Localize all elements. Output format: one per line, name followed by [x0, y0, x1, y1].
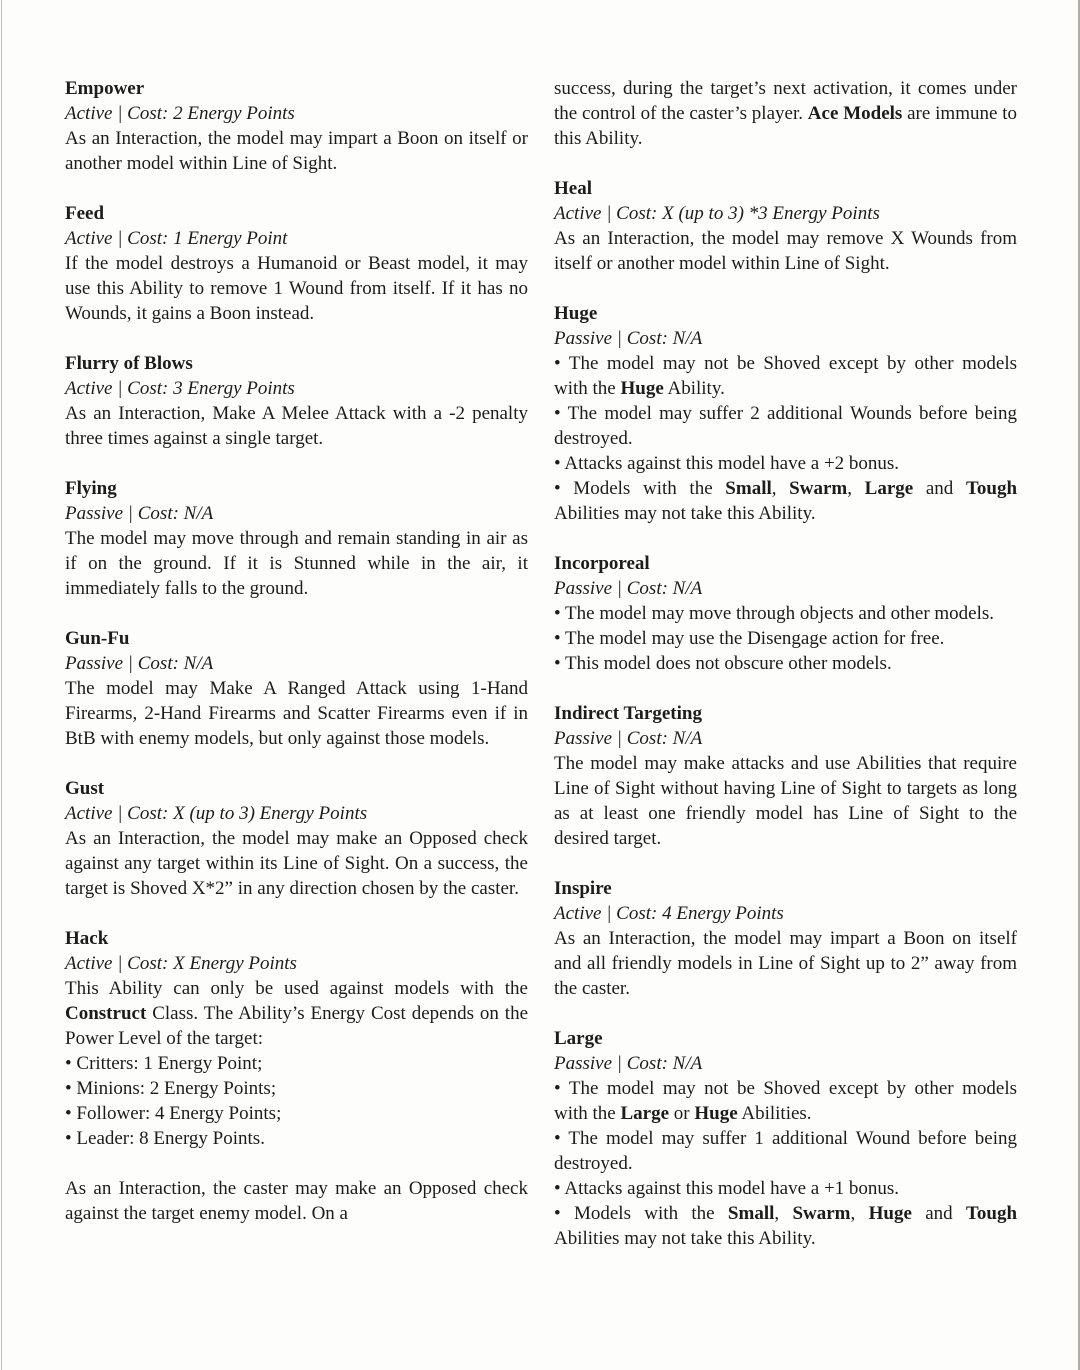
ability-title: Heal	[554, 178, 592, 199]
bold-term: Huge	[694, 1103, 738, 1124]
body-paragraph: The model may make attacks and use Abilities that require Line of Sight without having Line of Sight to targets as long as at least one friendly model has Line of Sight to the desired target.	[554, 753, 1017, 849]
bullet-item: • The model may use the Disengage action for free.	[554, 628, 945, 649]
ability-title: Empower	[65, 78, 145, 99]
body-paragraph: If the model destroys a Humanoid or Beast model, it may use this Ability to remove 1 Wound from itself. If it has no Wounds, it gains a Boon instead.	[65, 253, 528, 324]
ability-title: Flurry of Blows	[65, 353, 193, 374]
ability-flying	[65, 476, 528, 601]
bold-term: Construct	[65, 1003, 147, 1024]
ability-feed	[65, 201, 528, 326]
ability-title: Large	[554, 1028, 603, 1049]
ability-cost-line: Active | Cost: X Energy Points	[65, 953, 297, 974]
ability-heal	[554, 176, 1017, 276]
ability-title: Inspire	[554, 878, 612, 899]
ability-indirect-targeting	[554, 701, 1017, 851]
body-paragraph: As an Interaction, the model may impart a Boon on itself or another model within Line of Sight.	[65, 128, 528, 174]
bullet-item: • Critters: 1 Energy Point;	[65, 1053, 263, 1074]
ability-cost-line: Active | Cost: X (up to 3) Energy Points	[65, 803, 368, 824]
ability-cost-line: Active | Cost: 3 Energy Points	[65, 378, 295, 399]
ability-title: Incorporeal	[554, 553, 650, 574]
bullet-item: • Follower: 4 Energy Points;	[65, 1103, 282, 1124]
bold-term: Tough	[965, 478, 1018, 499]
page-left-edge-line	[1, 0, 2, 1370]
left-column	[65, 76, 528, 1276]
ability-cost-line: Passive | Cost: N/A	[554, 578, 703, 599]
bold-term: Swarm	[792, 1203, 851, 1224]
body-paragraph: This Ability can only be used against models with the Construct Class. The Ability’s Energy Cost depends on the Power Level of the target:	[65, 978, 528, 1049]
bold-term: Ace Models	[807, 103, 903, 124]
ability-cost-line: Passive | Cost: N/A	[554, 1053, 703, 1074]
ability-title: Gust	[65, 778, 105, 799]
ability-title: Flying	[65, 478, 117, 499]
ability-cost-line: Active | Cost: 1 Energy Point	[65, 228, 288, 249]
ability-huge	[554, 301, 1017, 526]
continued-paragraph	[554, 76, 1017, 151]
bullet-item: • Models with the Small, Swarm, Large and Tough Abilities may not take this Ability.	[554, 478, 1018, 524]
ability-cost-line: Active | Cost: 2 Energy Points	[65, 103, 295, 124]
ability-cost-line: Passive | Cost: N/A	[554, 728, 703, 749]
bold-term: Large	[864, 478, 914, 499]
body-paragraph: As an Interaction, the caster may make an Opposed check against the target enemy model. On a	[65, 1178, 528, 1224]
ability-hack	[65, 926, 528, 1226]
bold-term: Tough	[965, 1203, 1018, 1224]
bullet-item: • Attacks against this model have a +1 bonus.	[554, 1178, 900, 1199]
body-paragraph: success, during the target’s next activation, it comes under the control of the caster’s player. Ace Models are immune to this Ability.	[554, 78, 1017, 149]
right-column	[554, 76, 1017, 1276]
ability-gust	[65, 776, 528, 901]
bullet-item: • Models with the Small, Swarm, Huge and Tough Abilities may not take this Ability.	[554, 1203, 1018, 1249]
bullet-item: • This model does not obscure other models.	[554, 653, 892, 674]
ability-cost-line: Passive | Cost: N/A	[65, 653, 214, 674]
ability-cost-line: Passive | Cost: N/A	[65, 503, 214, 524]
ability-title: Gun-Fu	[65, 628, 130, 649]
ability-cost-line: Active | Cost: X (up to 3) *3 Energy Points	[554, 203, 880, 224]
ability-empower	[65, 76, 528, 176]
bullet-item: • Leader: 8 Energy Points.	[65, 1128, 265, 1149]
bold-term: Small	[727, 1203, 775, 1224]
bold-term: Small	[725, 478, 772, 499]
ability-gun-fu	[65, 626, 528, 751]
bullet-item: • The model may not be Shoved except by other models with the Large or Huge Abilities.	[554, 1078, 1017, 1124]
body-paragraph: As an Interaction, Make A Melee Attack with a -2 penalty three times against a single target.	[65, 403, 528, 449]
bold-term: Swarm	[789, 478, 848, 499]
ability-incorporeal	[554, 551, 1017, 676]
bullet-item: • The model may suffer 1 additional Wound before being destroyed.	[554, 1128, 1017, 1174]
bullet-item: • Attacks against this model have a +2 bonus.	[554, 453, 900, 474]
bullet-item: • Minions: 2 Energy Points;	[65, 1078, 277, 1099]
ability-title: Hack	[65, 928, 109, 949]
ability-large	[554, 1026, 1017, 1251]
ability-title: Huge	[554, 303, 598, 324]
ability-title: Feed	[65, 203, 105, 224]
bold-term: Huge	[620, 378, 664, 399]
bullet-item: • The model may not be Shoved except by other models with the Huge Ability.	[554, 353, 1017, 399]
ability-cost-line: Passive | Cost: N/A	[554, 328, 703, 349]
body-paragraph: As an Interaction, the model may impart a Boon on itself and all friendly models in Line of Sight up to 2” away from the caster.	[554, 928, 1017, 999]
ability-flurry-of-blows	[65, 351, 528, 451]
body-paragraph: The model may Make A Ranged Attack using 1-Hand Firearms, 2-Hand Firearms and Scatter Firearms even if in BtB with enemy models, but only against those models.	[65, 678, 528, 749]
bullet-item: • The model may suffer 2 additional Wounds before being destroyed.	[554, 403, 1017, 449]
ability-title: Indirect Targeting	[554, 703, 702, 724]
bold-term: Huge	[868, 1203, 912, 1224]
body-paragraph: As an Interaction, the model may remove X Wounds from itself or another model within Line of Sight.	[554, 228, 1017, 274]
ability-cost-line: Active | Cost: 4 Energy Points	[554, 903, 784, 924]
abilities-content	[65, 76, 1017, 1276]
ability-inspire	[554, 876, 1017, 1001]
bullet-item: • The model may move through objects and other models.	[554, 603, 995, 624]
bold-term: Large	[620, 1103, 670, 1124]
body-paragraph: As an Interaction, the model may make an Opposed check against any target within its Line of Sight. On a success, the target is Shoved X*2” in any direction chosen by the caster.	[65, 828, 528, 899]
body-paragraph: The model may move through and remain standing in air as if on the ground. If it is Stunned while in the air, it immediately falls to the ground.	[65, 528, 528, 599]
